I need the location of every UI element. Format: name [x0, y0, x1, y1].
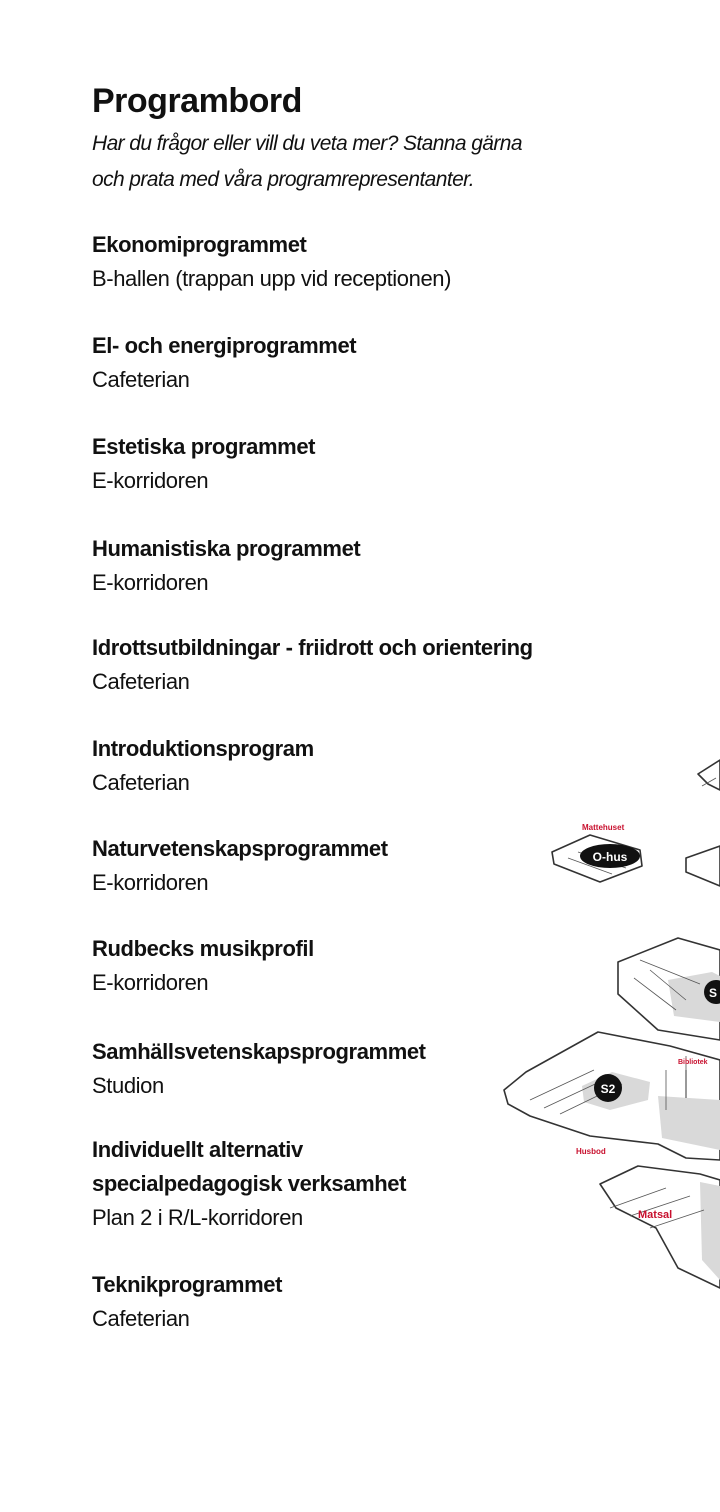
program-location: Cafeterian: [92, 1306, 190, 1331]
program-location: B-hallen (trappan upp vid receptionen): [92, 266, 452, 291]
intro-text: [92, 126, 632, 198]
mattehuset-label: Mattehuset: [582, 823, 625, 832]
program-name-line-2: specialpedagogisk verksamhet: [92, 1171, 407, 1196]
building-right-connector: [686, 846, 720, 886]
campus-map-drawing: [490, 740, 720, 1300]
program-name: Introduktionsprogram: [92, 736, 314, 761]
program-location: Cafeterian: [92, 770, 190, 795]
program-name: Teknikprogrammet: [92, 1272, 283, 1297]
program-location: Cafeterian: [92, 669, 190, 694]
s2-label: S2: [600, 1082, 616, 1096]
intro-line-2: och prata med våra programrepresentanter.: [92, 168, 474, 191]
intro-line-1: Har du frågor eller vill du veta mer? Stanna gärna: [92, 132, 522, 155]
program-name: Humanistiska programmet: [92, 536, 361, 561]
program-location: E-korridoren: [92, 870, 209, 895]
program-entry-estetiska: [92, 430, 612, 498]
s-badge-label: S: [708, 986, 718, 1000]
program-location: Cafeterian: [92, 367, 190, 392]
program-name: Rudbecks musikprofil: [92, 936, 314, 961]
program-name: El- och energiprogrammet: [92, 333, 357, 358]
program-location: Plan 2 i R/L-korridoren: [92, 1205, 303, 1230]
building-top-right: [698, 760, 720, 790]
program-name-line-1: Individuellt alternativ: [92, 1137, 303, 1162]
program-name: Ekonomiprogrammet: [92, 232, 307, 257]
program-entry-idrott: [92, 631, 612, 699]
bibliotek-label: Bibliotek: [678, 1059, 708, 1066]
program-name: Samhällsvetenskapsprogrammet: [92, 1039, 426, 1064]
program-location: E-korridoren: [92, 468, 209, 493]
program-entry-humanistiska: [92, 532, 612, 600]
program-name: Idrottsutbildningar - friidrott och orientering: [92, 635, 533, 660]
husbod-label: Husbod: [576, 1147, 606, 1156]
program-name: Estetiska programmet: [92, 434, 316, 459]
program-entry-ekonomi: [92, 228, 612, 296]
program-name: Naturvetenskapsprogrammet: [92, 836, 388, 861]
campus-map: [490, 740, 720, 1300]
o-hus-label: O-hus: [592, 850, 628, 864]
program-location: E-korridoren: [92, 970, 209, 995]
program-location: Studion: [92, 1073, 164, 1098]
program-location: E-korridoren: [92, 570, 209, 595]
page-title: Programbord: [92, 82, 302, 120]
program-entry-el-energi: [92, 329, 612, 397]
matsal-label: Matsal: [638, 1209, 673, 1221]
